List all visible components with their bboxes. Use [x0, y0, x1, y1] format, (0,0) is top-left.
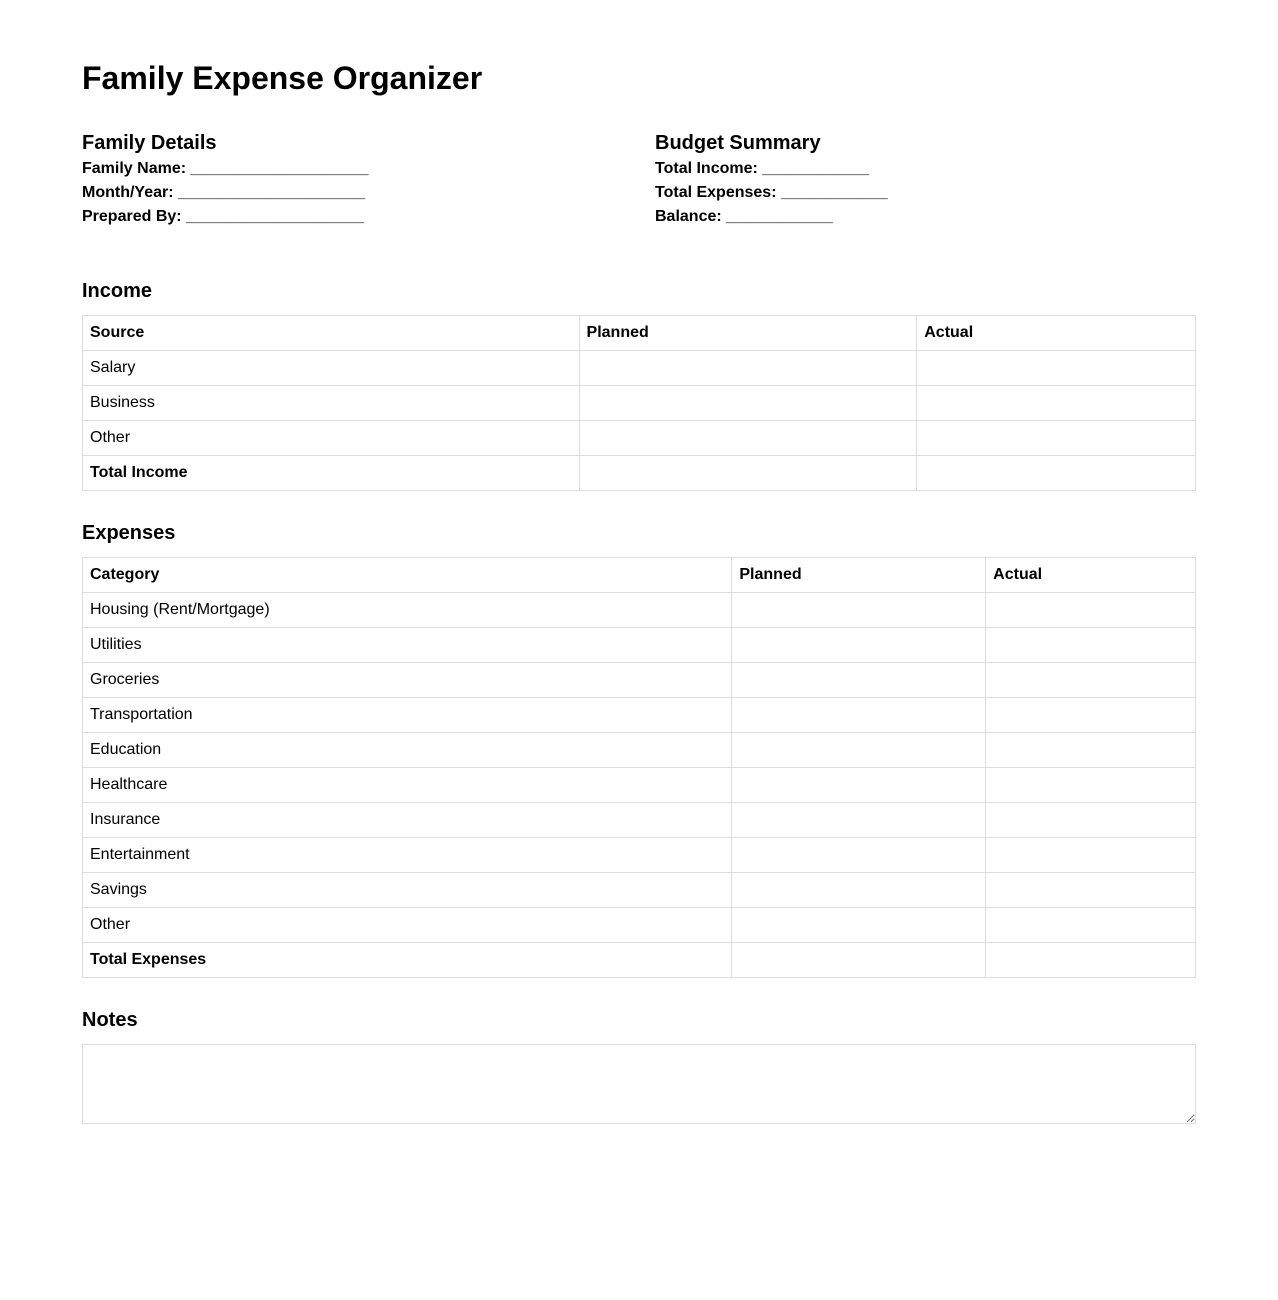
income-actual-cell[interactable] — [917, 421, 1196, 456]
family-name-field[interactable] — [82, 157, 368, 181]
table-row — [83, 908, 1196, 943]
total-income-label: Total Income: — [655, 160, 758, 177]
expense-actual-cell[interactable] — [986, 698, 1196, 733]
expenses-total-actual-cell[interactable] — [986, 943, 1196, 978]
table-row — [83, 593, 1196, 628]
expenses-table — [82, 557, 1196, 978]
income-actual-cell[interactable] — [917, 351, 1196, 386]
expense-actual-cell[interactable] — [986, 768, 1196, 803]
expense-planned-cell[interactable] — [732, 803, 986, 838]
column-header-source: Source — [83, 316, 580, 351]
table-row — [83, 733, 1196, 768]
total-expenses-label: Total Expenses: — [655, 184, 777, 201]
column-header-actual: Actual — [986, 558, 1196, 593]
income-planned-cell[interactable] — [579, 351, 917, 386]
expense-planned-cell[interactable] — [732, 873, 986, 908]
income-total-label: Total Income — [83, 456, 580, 491]
total-income-blank[interactable]: ____________ — [762, 160, 870, 177]
expense-category-cell: Housing (Rent/Mortgage) — [83, 593, 732, 628]
expense-actual-cell[interactable] — [986, 803, 1196, 838]
expense-category-cell: Utilities — [83, 628, 732, 663]
table-row — [83, 838, 1196, 873]
notes-heading: Notes — [82, 1009, 138, 1031]
expense-planned-cell[interactable] — [732, 838, 986, 873]
total-expenses-blank[interactable]: ____________ — [780, 184, 888, 201]
family-details-panel — [82, 131, 368, 229]
expense-planned-cell[interactable] — [732, 628, 986, 663]
expense-category-cell: Insurance — [83, 803, 732, 838]
expense-category-cell: Savings — [83, 873, 732, 908]
income-source-cell: Salary — [83, 351, 580, 386]
expense-category-cell: Other — [83, 908, 732, 943]
expenses-heading: Expenses — [82, 522, 176, 544]
expense-actual-cell[interactable] — [986, 838, 1196, 873]
table-row — [83, 421, 1196, 456]
expense-actual-cell[interactable] — [986, 663, 1196, 698]
budget-summary-heading: Budget Summary — [655, 132, 821, 154]
expense-planned-cell[interactable] — [732, 733, 986, 768]
expense-actual-cell[interactable] — [986, 593, 1196, 628]
family-name-label: Family Name: — [82, 160, 187, 177]
expenses-total-planned-cell[interactable] — [732, 943, 986, 978]
income-source-cell: Other — [83, 421, 580, 456]
column-header-category: Category — [83, 558, 732, 593]
prepared-by-label: Prepared By: — [82, 208, 182, 225]
notes-textarea[interactable] — [82, 1044, 1196, 1124]
expense-planned-cell[interactable] — [732, 698, 986, 733]
expense-category-cell: Healthcare — [83, 768, 732, 803]
income-actual-cell[interactable] — [917, 386, 1196, 421]
income-total-planned-cell[interactable] — [579, 456, 917, 491]
column-header-actual: Actual — [917, 316, 1196, 351]
expenses-total-label: Total Expenses — [83, 943, 732, 978]
expenses-total-row — [83, 943, 1196, 978]
table-row — [83, 698, 1196, 733]
income-total-actual-cell[interactable] — [917, 456, 1196, 491]
balance-label: Balance: — [655, 208, 722, 225]
column-header-planned: Planned — [732, 558, 986, 593]
prepared-by-blank[interactable]: ____________________ — [186, 208, 365, 225]
expense-actual-cell[interactable] — [986, 873, 1196, 908]
expense-category-cell: Education — [83, 733, 732, 768]
income-planned-cell[interactable] — [579, 386, 917, 421]
table-row — [83, 351, 1196, 386]
expense-actual-cell[interactable] — [986, 733, 1196, 768]
expense-category-cell: Groceries — [83, 663, 732, 698]
income-total-row — [83, 456, 1196, 491]
month-year-label: Month/Year: — [82, 184, 174, 201]
column-header-planned: Planned — [579, 316, 917, 351]
table-row — [83, 663, 1196, 698]
prepared-by-field[interactable] — [82, 205, 368, 229]
expense-actual-cell[interactable] — [986, 628, 1196, 663]
balance-field[interactable] — [655, 205, 888, 229]
table-row — [83, 873, 1196, 908]
income-table — [82, 315, 1196, 491]
page-title: Family Expense Organizer — [82, 60, 483, 96]
expense-planned-cell[interactable] — [732, 768, 986, 803]
expense-category-cell: Entertainment — [83, 838, 732, 873]
table-row — [83, 803, 1196, 838]
expense-planned-cell[interactable] — [732, 593, 986, 628]
month-year-field[interactable] — [82, 181, 368, 205]
family-name-blank[interactable]: ____________________ — [190, 160, 369, 177]
income-header-row — [83, 316, 1196, 351]
family-details-heading: Family Details — [82, 132, 217, 154]
expense-planned-cell[interactable] — [732, 908, 986, 943]
expenses-header-row — [83, 558, 1196, 593]
expense-actual-cell[interactable] — [986, 908, 1196, 943]
table-row — [83, 386, 1196, 421]
income-source-cell: Business — [83, 386, 580, 421]
balance-blank[interactable]: ____________ — [726, 208, 833, 225]
expense-planned-cell[interactable] — [732, 663, 986, 698]
table-row — [83, 768, 1196, 803]
income-planned-cell[interactable] — [579, 421, 917, 456]
income-heading: Income — [82, 280, 153, 302]
total-expenses-field[interactable] — [655, 181, 888, 205]
budget-summary-panel — [655, 131, 888, 229]
total-income-field[interactable] — [655, 157, 888, 181]
expense-category-cell: Transportation — [83, 698, 732, 733]
table-row — [83, 628, 1196, 663]
month-year-blank[interactable]: _____________________ — [178, 184, 365, 201]
